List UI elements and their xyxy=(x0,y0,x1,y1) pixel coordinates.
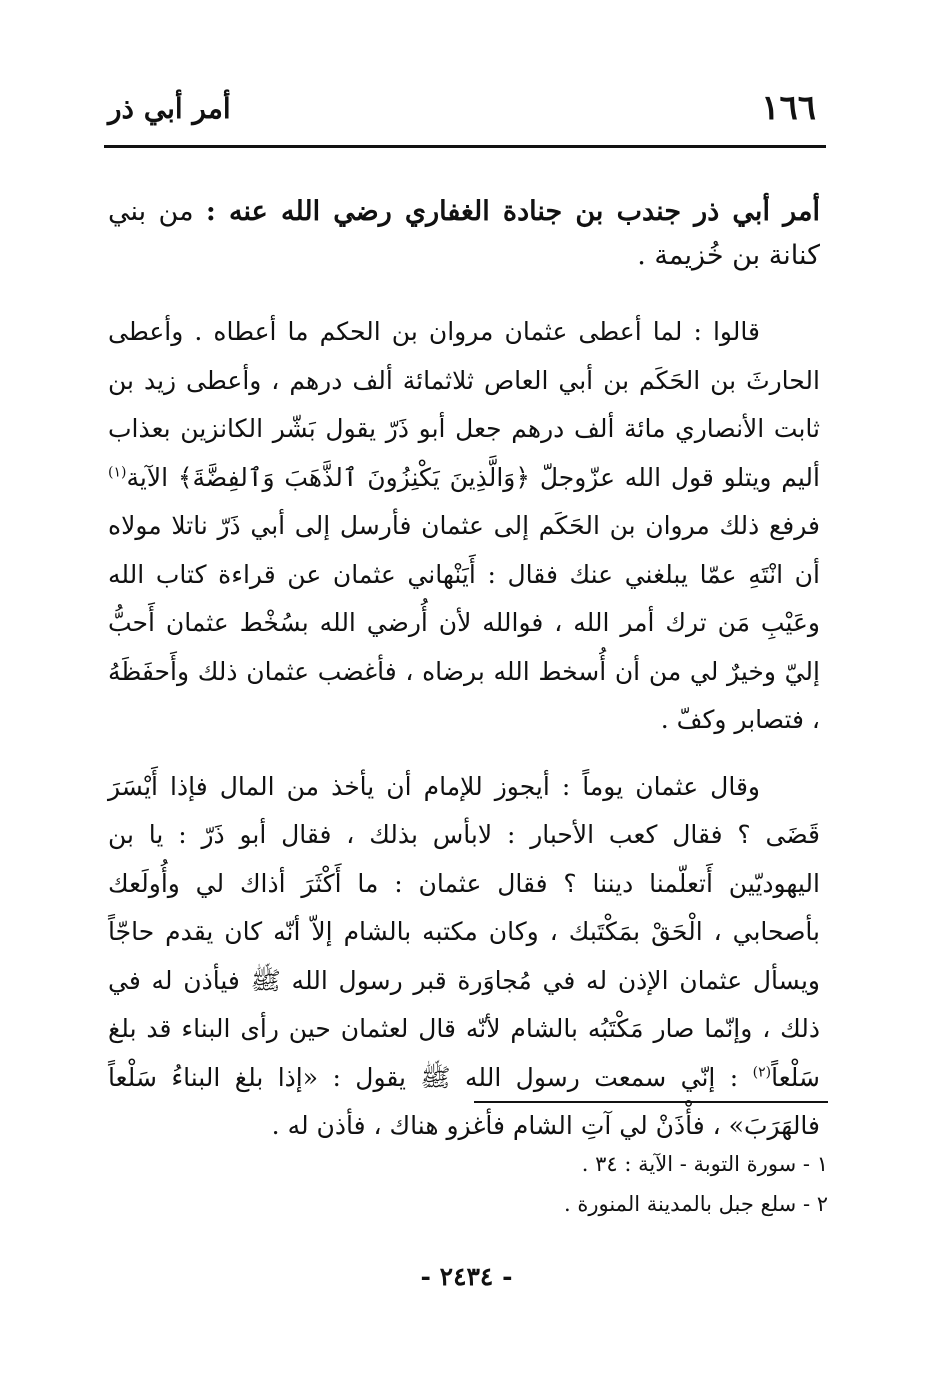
page-number: ١٦٦ xyxy=(761,88,816,128)
footnote: ٢ - سلع جبل بالمدينة المنورة . xyxy=(564,1192,828,1216)
page-marker: - ٢٤٣٤ - xyxy=(420,1262,513,1291)
body-text xyxy=(108,190,820,1169)
paragraph xyxy=(108,763,820,1151)
heading-bold: أمر أبي ذر جندب بن جنادة الغفاري رضي الله عنه : xyxy=(205,196,820,227)
footnotes xyxy=(116,1144,828,1224)
section-heading xyxy=(108,190,820,278)
footnote-rule xyxy=(474,1101,828,1103)
paragraph-text: قالوا : لما أعطى عثمان مروان بن الحكم ما أعطاه . وأعطى الحارثَ بن الحَكَم بن أبي العاص ثلاثمائة ألف درهم ، وأعطى زيد بن ثابت الأنصاري مائة ألف درهم جعل أبو ذَرّ يقول بَشّر الكانزين بعذاب أليم ويتلو قول الله عزّوجلّ ﴿وَالَّذِينَ يَكْنِزُونَ ٱلذَّهَبَ وَٱلفِضَّةَ﴾ الآية xyxy=(108,317,820,492)
footnote-ref: (١) xyxy=(108,464,127,481)
heading-rest: من بني كنانة بن خُزيمة . xyxy=(108,196,820,271)
footnote-ref: (٢) xyxy=(752,1064,772,1081)
paragraph-text: فرفع ذلك مروان بن الحَكَم إلى عثمان فأرسل إلى أبي ذَرّ ناتلا مولاه أن انْتَهِ عمّا يبلغني عنك فقال : أَيَنْهاني عثمان عن قراءة كتاب الله وعَيْبِ مَن ترك أمر الله ، فوالله لأن أُرضي الله بسُخْط عثمان أَحبُّ إليّ وخيرٌ لي من أن أُسخط الله برضاه ، فأغضب عثمان ذلك وأَحفَظَهُ ، فتصابر وكفّ . xyxy=(108,511,820,734)
paragraph-text: : إنّي سمعت رسول الله ﷺ يقول : «إذا بلغ البناءُ سَلْعاً فالهَرَبَ» ، فأْذَنْ لي آتِ الشام فأغزو هناك ، فأذن له . xyxy=(108,1062,820,1140)
paragraph-text: وقال عثمان يوماً : أيجوز للإمام أن يأخذ من المال فإذا أَيْسَرَ قَضَى ؟ فقال كعب الأحبار : لابأس بذلك ، فقال أبو ذَرّ : يا بن اليهوديّين أَتعلّمنا ديننا ؟ فقال عثمان : ما أَكْثَرَ أذاك لي وأُولَعك بأصحابي ، الْحَقْ بمَكْتَبك ، وكان مكتبه بالشام إلاّ أنّه كان يقدم حاجّاً ويسأل عثمان الإذن له في مُجاوَرة قبر رسول الله ﷺ فيأذن له في ذلك ، وإنّما صار مَكْتَبُه بالشام لأنّه قال لعثمان حين رأى البناء قد بلغ سَلْعاً xyxy=(108,771,820,1092)
running-title: أمر أبي ذر xyxy=(108,92,231,125)
running-header xyxy=(104,88,824,140)
header-rule xyxy=(104,145,826,148)
paragraph xyxy=(108,308,820,745)
footnote: ١ - سورة التوبة - الآية : ٣٤ . xyxy=(581,1152,828,1176)
